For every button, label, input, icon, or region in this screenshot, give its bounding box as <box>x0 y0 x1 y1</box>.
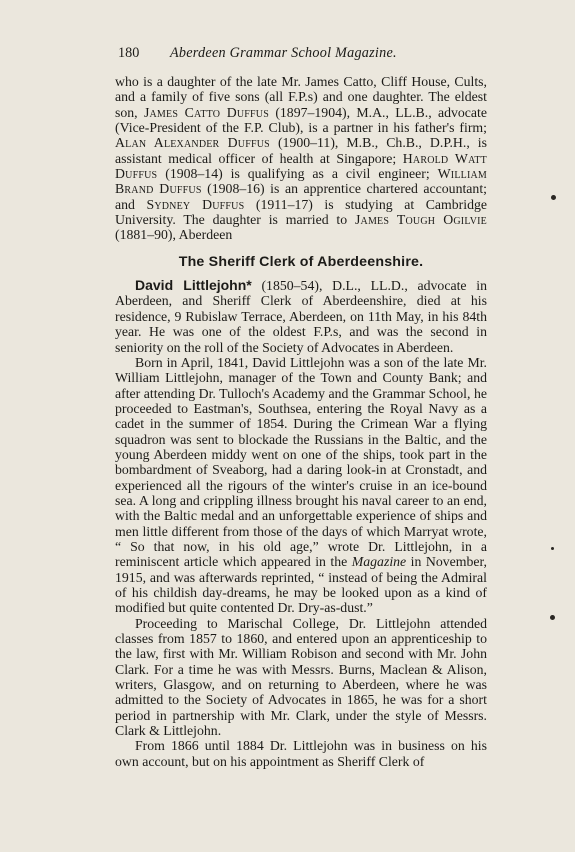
obituary-paragraph-2 <box>115 355 487 616</box>
intro-text: (1911–17) is studying at Cambridge University. The daughter is married to <box>115 196 488 228</box>
subject-name: David Littlejohn* <box>135 277 252 294</box>
person-name: James Catto Duffus <box>143 104 269 120</box>
paragraph-text: (1850–54), D.L., LL.D., advocate in Aberdeen, and Sheriff Clerk of Aberdeenshire, died at his residence, 9 Rubislaw Terrace, Aberdeen, on 11th May, in his 84th year. He was one of the oldest F.P.s, and was the second in seniority on the roll of the Society of Advocates in Aberdeen. <box>115 278 487 355</box>
margin-dot <box>550 615 555 620</box>
intro-text: (1897–1904), M.A., LL.B., advocate (Vice-President of the F.P. Club), is a partner in his father's firm; <box>115 104 487 136</box>
text-column <box>115 74 487 769</box>
section-heading: The Sheriff Clerk of Aberdeenshire. <box>178 253 424 270</box>
person-name: James Tough Ogilvie <box>354 212 487 228</box>
margin-dot <box>551 195 556 200</box>
paragraph-text: Born in April, 1841, David Littlejohn was a son of the late Mr. William Littlejohn, manager of the Town and County Bank; and after attending Dr. Tulloch's Academy and the Grammar School, he proceeded to Eastman's, Southsea, entering the Royal Navy as a cadet in the summer of 1854. During the Crimean War a flying squadron was sent to blockade the Russians in the Baltic, and the young Aberdeen middy went on one of the ships, took part in the bombardment of Sveaborg, had a daring look-in at Cronstadt, and experienced all the rigours of the winter's cruise in an ice-bound sea. A long and crippling illness brought his naval career to an end, with the Baltic medal and an unforgettable experience of ships and men little different from those of the days of which Marryat wrote, “ So that now, in his old age,” wrote Dr. Littlejohn, in a reminiscent article which appeared in the <box>115 354 487 570</box>
page-number: 180 <box>118 45 140 61</box>
person-name: Harold Watt Duffus <box>115 150 487 182</box>
person-name: William Brand Duffus <box>115 166 487 197</box>
obituary-paragraph-1 <box>115 278 487 355</box>
intro-text: (1908–16) is an apprentice chartered accountant; and <box>115 181 487 212</box>
journal-title: Aberdeen Grammar School Magazine. <box>170 45 397 61</box>
margin-dot <box>551 547 554 550</box>
intro-text: (1908–14) is qualifying as a civil engineer; <box>157 166 438 182</box>
intro-text: (1900–11), M.B., Ch.B., D.P.H., is assistant medical officer of health at Singapore; <box>115 135 487 166</box>
person-name: Sydney Duffus <box>146 196 245 212</box>
magazine-title-italic: Magazine <box>351 554 407 570</box>
obituary-paragraph-3: Proceeding to Marischal College, Dr. Littlejohn attended classes from 1857 to 1860, and entered upon an apprenticeship to the law, first with Mr. William Robison and second with Mr. John Clark. For a time he was with Messrs. Burns, Maclean & Alison, writers, Glasgow, and on returning to Aberdeen, where he was admitted to the Society of Advocates in 1865, he was for a short period in partnership with Mr. Clark, under the style of Messrs. Clark & Littlejohn. <box>115 615 487 739</box>
intro-text: who is a daughter of the late Mr. James Catto, Cliff House, Cults, and a family of five sons (all F.P.s) and one daughter. The eldest son, <box>115 74 487 120</box>
obituary-paragraph-4: From 1866 until 1884 Dr. Littlejohn was in business on his own account, but on his appointment as Sheriff Clerk of <box>115 738 487 769</box>
intro-paragraph <box>115 74 487 243</box>
intro-text: (1881–90), Aberdeen <box>115 227 233 243</box>
person-name: Alan Alexander Duffus <box>115 135 270 151</box>
running-head <box>118 44 498 62</box>
paragraph-text: in November, 1915, and was afterwards reprinted, “ instead of being the Admiral of his childish day-dreams, he may be looked upon as a kind of modified but quite contented Dr. Dry-as-dust.” <box>115 554 487 616</box>
